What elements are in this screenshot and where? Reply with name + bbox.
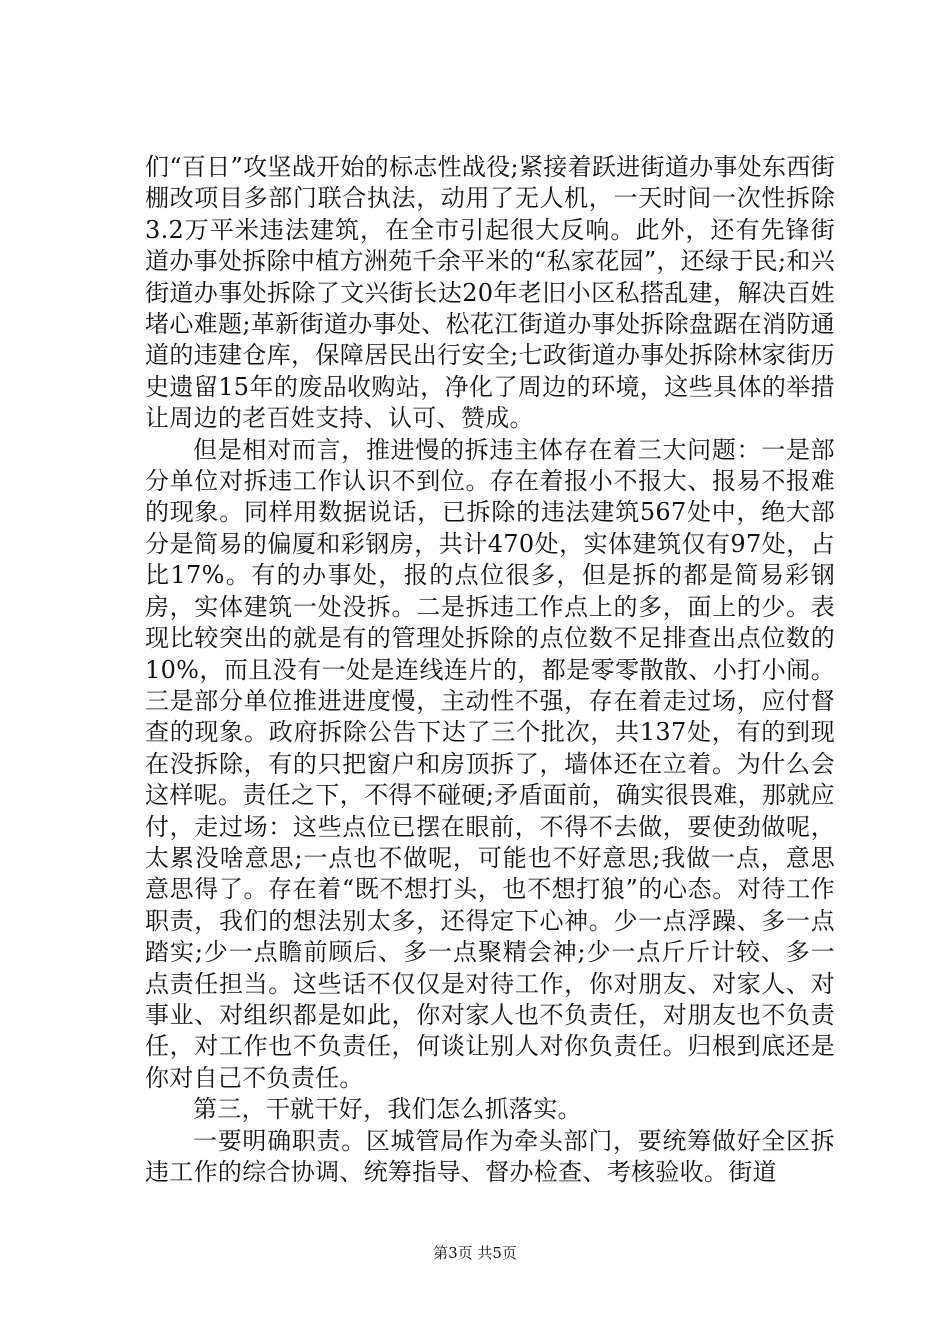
paragraph-problems: 但是相对而言，推进慢的拆违主体存在着三大问题：一是部分单位对拆违工作认识不到位。存在着报小不报大、报易不报难的现象。同样用数据说话，已拆除的违法建筑567处中，绝大部分是简易的偏厦和彩钢房，共计470处，实体建筑仅有97处，占比17%。有的办事处，报的点位很多，但是拆的都是简易彩钢房，实体建筑一处没拆。二是拆违工作点上的多，面上的少。表现比较突出的就是有的管理处拆除的点位数不足排查出点位数的10%，而且没有一处是连线连片的，都是零零散散、小打小闹。三是部分单位推进进度慢，主动性不强，存在着走过场，应付督查的现象。政府拆除公告下达了三个批次，共137处，有的到现在没拆除，有的只把窗户和房顶拆了，墙体还在立着。为什么会这样呢。责任之下，不得不碰硬;矛盾面前，确实很畏难，那就应付，走过场：这些点位已摆在眼前，不得不去做，要使劲做呢，太累没啥意思;一点也不做呢，可能也不好意思;我做一点，意思意思得了。存在着“既不想打头，也不想打狼”的心态。对待工作职责，我们的想法别太多，还得定下心神。少一点浮躁、多一点踏实;少一点瞻前顾后、多一点聚精会神;少一点斤斤计较、多一点责任担当。这些话不仅仅是对待工作，你对朋友、对家人、对事业、对组织都是如此，你对家人也不负责任，对朋友也不负责任，对工作也不负责任，何谈让别人对你负责任。归根到底还是你对自己不负责任。 xyxy=(145,435,835,1092)
paragraph-clarify-duties: 一要明确职责。区城管局作为牵头部门，要统筹做好全区拆违工作的综合协调、统筹指导、督办检查、考核验收。街道 xyxy=(145,1126,835,1186)
page-footer: 第3页 共5页 xyxy=(433,1244,517,1262)
paragraph-continuation: 们“百日”攻坚战开始的标志性战役;紧接着跃进街道办事处东西街棚改项目多部门联合执法，动用了无人机，一天时间一次性拆除3.2万平米违法建筑，在全市引起很大反响。此外，还有先锋街道办事处拆除中植方洲苑千余平米的“私家花园”，还绿于民;和兴街道办事处拆除了文兴街长达20年老旧小区私搭乱建，解决百姓堵心难题;革新街道办事处、松花江街道办事处拆除盘踞在消防通道的违建仓库，保障居民出行安全;七政街道办事处拆除林家街历史遗留15年的废品收购站，净化了周边的环境，这些具体的举措让周边的老百姓支持、认可、赞成。 xyxy=(145,153,835,433)
paragraph-section-heading: 第三，干就干好，我们怎么抓落实。 xyxy=(193,1095,582,1124)
document-body xyxy=(145,152,835,1188)
